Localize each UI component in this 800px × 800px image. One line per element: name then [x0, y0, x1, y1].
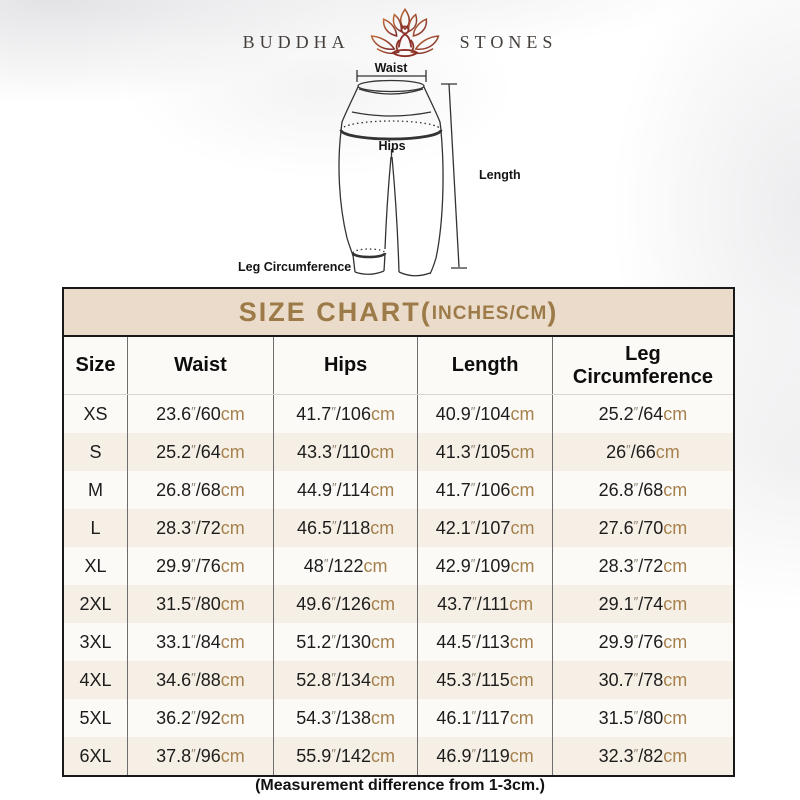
leg-measurement: 29.1″/74cm [552, 585, 733, 623]
size-label: M [64, 471, 128, 509]
size-label: XL [64, 547, 128, 585]
length-measurement: 40.9″/104cm [418, 395, 552, 434]
leg-measurement: 30.7″/78cm [552, 661, 733, 699]
size-label: 5XL [64, 699, 128, 737]
length-measurement: 45.3″/115cm [418, 661, 552, 699]
waist-measurement: 25.2″/64cm [128, 433, 274, 471]
leg-measurement: 26.8″/68cm [598, 479, 688, 500]
hips-measurement: 46.5″/118cm [273, 509, 418, 547]
size-label: 4XL [64, 661, 128, 699]
size-label: S [64, 433, 128, 471]
measurement-diagram [225, 55, 535, 295]
size-chart-title: SIZE CHART( [238, 296, 432, 327]
waist-measurement: 36.2″/92cm [128, 699, 274, 737]
waist-measurement: 29.9″/76cm [128, 547, 274, 585]
col-header-length: Length [418, 337, 552, 395]
waist-measurement: 26.8″/68cm [128, 471, 274, 509]
size-chart-title-band [64, 289, 733, 337]
leg-measurement: 28.3″/72cm [598, 555, 688, 576]
col-header-leg-circumference: Leg Circumference [552, 337, 733, 395]
length-measurement: 46.1″/117cm [418, 699, 552, 737]
brand-name-right: STONES [459, 31, 558, 52]
waist-measurement: 33.1″/84cm [128, 623, 274, 661]
table-row [64, 661, 733, 699]
leg-measurement: 29.9″/76cm [598, 631, 688, 652]
size-label: 6XL [64, 737, 128, 775]
size-label: 2XL [64, 585, 128, 623]
leg-measurement: 32.3″/82cm [552, 737, 733, 775]
table-row [64, 547, 733, 585]
diagram-label-leg-circumference: Leg Circumference [238, 260, 352, 274]
waist-measurement: 34.6″/88cm [128, 661, 274, 699]
hips-measurement: 52.8″/134cm [273, 661, 418, 699]
hips-measurement: 49.6″/126cm [273, 585, 418, 623]
hips-measurement: 43.3″/110cm [273, 433, 418, 471]
waist-measurement: 37.8″/96cm [128, 737, 274, 775]
col-header-size: Size [64, 337, 128, 395]
size-table [64, 337, 733, 775]
length-measurement: 42.1″/107cm [418, 509, 552, 547]
length-measurement: 42.9″/109cm [418, 547, 552, 585]
size-label: L [64, 509, 128, 547]
table-row [64, 509, 733, 547]
size-label: 3XL [64, 623, 128, 661]
waist-measurement: 23.6″/60cm [128, 395, 274, 434]
size-chart-title-close: ) [547, 296, 559, 327]
length-measurement: 41.3″/105cm [418, 433, 552, 471]
leg-measurement: 31.5″/80cm [598, 707, 688, 728]
waist-measurement: 28.3″/72cm [128, 509, 274, 547]
leg-measurement: 27.6″/70cm [552, 509, 733, 547]
measurement-note: (Measurement difference from 1-3cm.) [255, 777, 545, 794]
table-row [64, 737, 733, 775]
table-row [64, 585, 733, 623]
waist-measurement: 31.5″/80cm [128, 585, 274, 623]
table-row [64, 395, 733, 434]
length-measurement: 44.5″/113cm [418, 623, 552, 661]
table-row [64, 623, 733, 661]
table-row [64, 699, 733, 737]
table-row [64, 471, 733, 509]
hips-measurement: 55.9″/142cm [273, 737, 418, 775]
size-chart [62, 287, 735, 777]
diagram-label-hips: Hips [378, 139, 406, 153]
hips-measurement: 51.2″/130cm [273, 623, 418, 661]
col-header-waist: Waist [128, 337, 274, 395]
hips-measurement: 48″/122cm [273, 547, 418, 585]
size-chart-title-units: INCHES/CM [431, 302, 548, 324]
length-measurement: 46.9″/119cm [418, 737, 552, 775]
diagram-label-length: Length [479, 168, 521, 182]
length-measurement: 43.7″/111cm [418, 585, 552, 623]
size-label: XS [64, 395, 128, 434]
hips-measurement: 44.9″/114cm [273, 471, 418, 509]
table-header-row [64, 337, 733, 395]
hips-measurement: 54.3″/138cm [273, 699, 418, 737]
size-table-body [64, 395, 733, 776]
leg-measurement: 26″/66cm [552, 433, 733, 471]
col-header-hips: Hips [273, 337, 418, 395]
table-row [64, 433, 733, 471]
hips-measurement: 41.7″/106cm [273, 395, 418, 434]
brand-name-left: BUDDHA [242, 31, 350, 52]
length-measurement: 41.7″/106cm [418, 471, 552, 509]
leg-measurement: 25.2″/64cm [598, 403, 688, 424]
diagram-label-waist: Waist [374, 61, 408, 75]
